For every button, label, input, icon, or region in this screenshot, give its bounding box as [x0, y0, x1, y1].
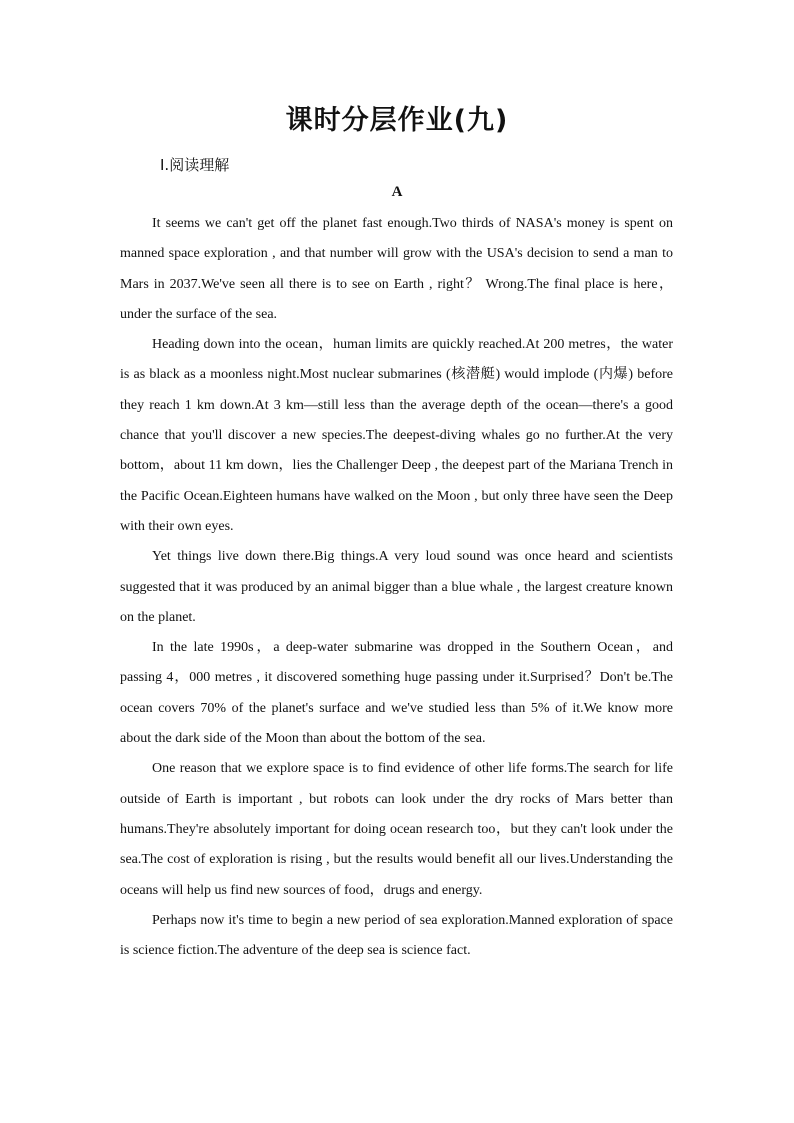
- passage-paragraph: One reason that we explore space is to find evidence of other life forms.The search for life outside of Earth is important , but robots can look under the dry rocks of Mars better than humans.They're absolutely important for doing ocean research too，but they can't look under the sea.The cost of exploration is rising , but the results would benefit all our lives.Understanding the oceans will help us find new sources of food，drugs and energy.: [120, 761, 673, 898]
- passage-paragraph: Yet things live down there.Big things.A very loud sound was once heard and scientists suggested that it was produced by an animal bigger than a blue whale , the largest creature known on the planet.: [120, 549, 673, 625]
- section-heading: Ⅰ.阅读理解: [160, 156, 230, 174]
- passage-paragraph: In the late 1990s，a deep-water submarine was dropped in the Southern Ocean，and passing 4，000 metres , it discovered something huge passing under it.Surprised？Don't be.The ocean covers 70% of the planet's surface and we've studied less than 5% of it.We know more about the dark side of the Moon than about the bottom of the sea.: [120, 640, 673, 747]
- passage-paragraph: Heading down into the ocean，human limits are quickly reached.At 200 metres，the water is as black as a moonless night.Most nuclear submarines (核潜艇) would implode (内爆) before they reach 1 km down.At 3 km—still less than the average depth of the ocean—there's a good chance that you'll discover a new species.The deepest-diving whales go no further.At the very bottom，about 11 km down，lies the Challenger Deep , the deepest part of the Mariana Trench in the Pacific Ocean.Eighteen humans have walked on the Moon , but only three have seen the Deep with their own eyes.: [120, 337, 673, 534]
- passage-paragraph: Perhaps now it's time to begin a new period of sea exploration.Manned exploration of space is science fiction.The adventure of the deep sea is science fact.: [120, 912, 673, 959]
- passage-label: A: [391, 184, 403, 200]
- passage-paragraph: It seems we can't get off the planet fast enough.Two thirds of NASA's money is spent on manned space exploration , and that number will grow with the USA's decision to send a man to Mars in 2037.We've seen all there is to see on Earth , right？ Wrong.The final place is here，under the surface of the sea.: [120, 216, 673, 322]
- document-title: 课时分层作业(九): [285, 105, 509, 136]
- reading-passage: [120, 209, 673, 966]
